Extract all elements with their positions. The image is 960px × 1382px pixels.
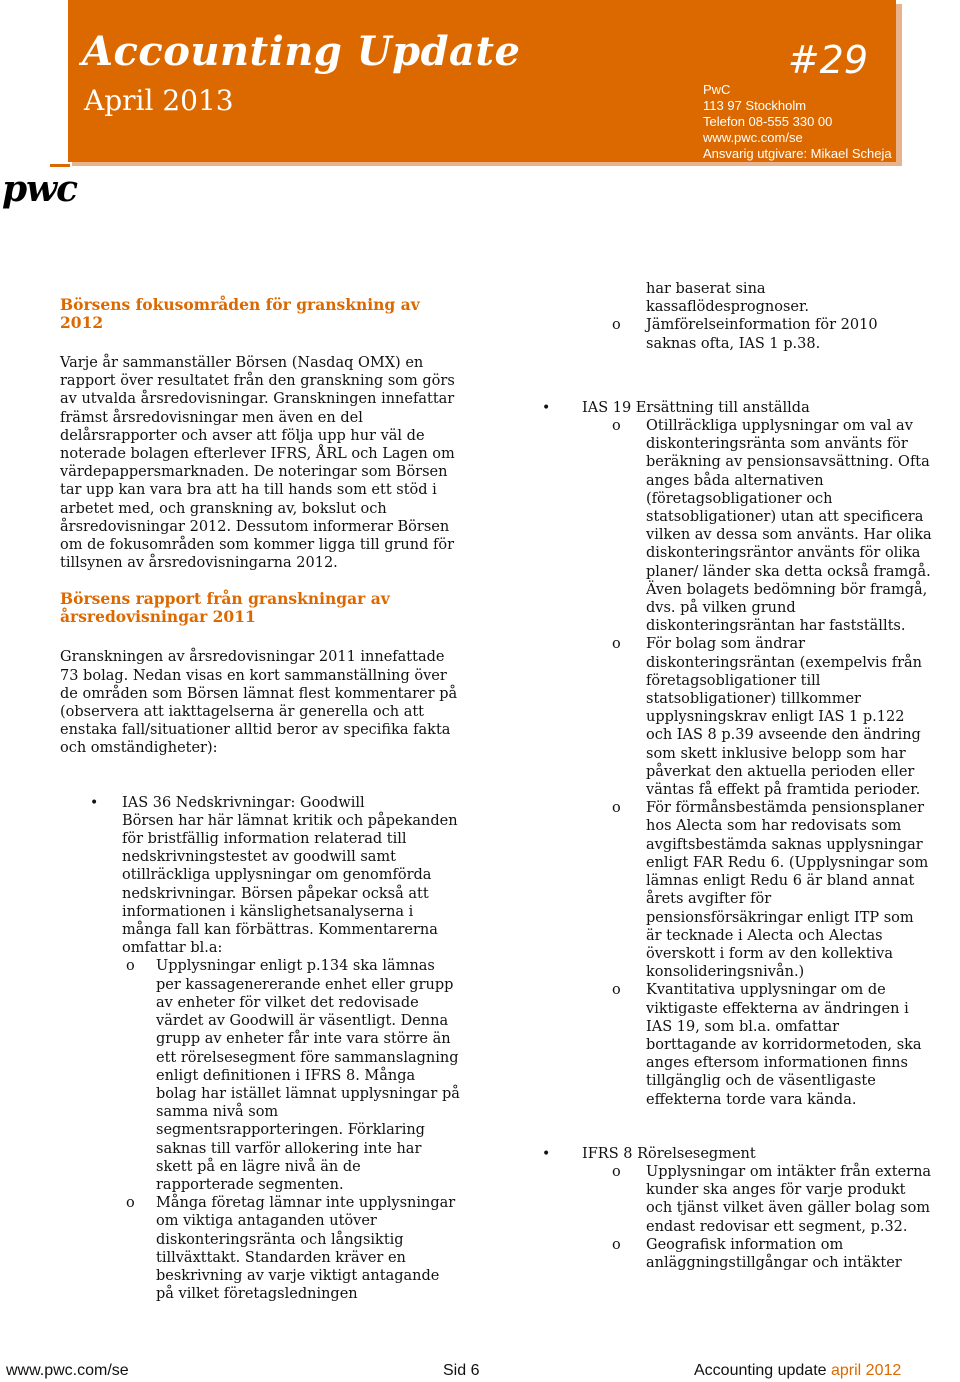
sub-item (542, 1163, 932, 1236)
newsletter-title: Accounting Update (82, 28, 521, 75)
bullet-title: IFRS 8 Rörelsesegment (582, 1145, 756, 1162)
footer-page-number: Sid 6 (443, 1362, 480, 1379)
sub-item (542, 417, 932, 635)
sub-item-text: För förmånsbestämda pensionsplaner hos Alecta som har redovisats som avgiftsbestämda saknas upplysningar enligt FAR Redu 6. (Upplysningar som lämnas enligt Redu 6 är bland annat årets avgifter för pensionsförsäkringar enligt ITP som är tecknade i Alecta och Alectas överskott i form av den kollektiva konsolideringsnivån.) (646, 800, 929, 981)
sub-item (542, 635, 932, 799)
logo-wordmark: pwc (2, 168, 78, 210)
bullet-ifrs8 (542, 1145, 932, 1163)
sub-marker: o (126, 958, 135, 975)
intro-paragraph: Varje år sammanställer Börsen (Nasdaq OMX) en rapport över resultatet från den granskning som görs av utvalda årsredovisningar. Granskningen innefattar främst årsredovisningar men även en del delårsrapporter och avser att följa upp hur väl de noterade bolagen efterlever IFRS, ÅRL och Lagen om värdepappersmarknaden. De noteringar som Börsen tar upp kan vara bra att ha till hands som ett stöd i arbetet med, och granskning av, bokslut och årsredovisningar 2012. Dessutom informerar Börsen om de fokusområden som kommer ligga till grund för tillsynen av årsredovisningarna 2012. (60, 355, 455, 572)
sub-item-text: Upplysningar enligt p.134 ska lämnas per kassagenererande enhet eller grupp av enheter för vilket det redovisade värdet av Goodwill är väsentligt. Denna grupp av enheter får inte vara större än ett rörelsesegment före sammanslagning enligt definitionen i IFRS 8. Många bolag har istället lämnat upplysningar på samma nivå som segmentsrapporteringen. Förklaring saknas till varför allokering inte har skett på en lägre nivå än de rapporterade segmenten. (156, 958, 460, 1193)
sub-marker: o (612, 636, 621, 653)
sub-item-text: För bolag som ändrar diskonteringsräntan (exempelvis från företagsobligationer till statsobligationer) tillkommer upplysningskrav enligt IAS 1 p.122 och IAS 8 p.39 avseende den ändring som skett inklusive belopp som har påverkat den aktuella perioden eller väntas få effekt på framtida perioder. (646, 636, 922, 799)
sub-item (542, 981, 932, 1108)
pwc-logo (0, 160, 100, 210)
footer-url[interactable]: www.pwc.com/se (6, 1362, 129, 1379)
bullet-dot: • (542, 1145, 551, 1162)
sub-item-text: Geografisk information om anläggningstillgångar och intäkter (646, 1236, 902, 1271)
bullet-dot: • (542, 399, 551, 416)
sub-item (60, 957, 460, 1194)
bullet-title: IAS 36 Nedskrivningar: Goodwill (122, 794, 365, 811)
sub-item (542, 316, 932, 352)
contact-website: www.pwc.com/se (703, 130, 803, 145)
right-column (542, 280, 932, 1272)
contact-block (703, 82, 892, 162)
logo-accent-dash (50, 164, 70, 167)
contact-phone: Telefon 08-555 330 00 (703, 114, 833, 129)
section-heading-focus-areas: Börsens fokusområden för granskning av 2012 (60, 295, 420, 332)
contact-company: PwC (703, 82, 731, 97)
issue-number: #29 (787, 38, 868, 82)
sub-item-text: Otillräckliga upplysningar om val av diskonteringsränta som använts för beräkning av pensionsavsättning. Ofta anges båda alternativen (företagsobligationer och statsobligationer) utan att specificera vilken av dessa som använts. Har olika diskonteringsräntor använts för olika planer/ länder ska detta också framgå. Även bolagets bedömning bör framgå, dvs. på vilken grund diskonteringsräntan har fastställts. (646, 418, 932, 635)
bullet-dot: • (90, 794, 99, 811)
sub-marker: o (612, 1236, 621, 1253)
sub-marker: o (612, 317, 621, 334)
footer-publication (694, 1362, 901, 1380)
sub-item-text: Många företag lämnar inte upplysningar om viktiga antaganden utöver diskonteringsränta och långsiktig tillväxttakt. Standarden kräver en beskrivning av varje viktigt antagande på vilket företagsledningen (156, 1195, 456, 1303)
section-heading-report: Börsens rapport från granskningar av årsredovisningar 2011 (60, 589, 390, 627)
footer-publication-name: Accounting update (694, 1362, 827, 1379)
sub-item (542, 1236, 932, 1272)
sub-item (60, 1194, 460, 1303)
bullet-text: Börsen har här lämnat kritik och påpekanden för bristfällig information relaterad till nedskrivningstestet av goodwill samt otillräckliga upplysningar om genomförda nedskrivningar. Börsen påpekar också att informationen i känslighetsanalyserna i många fall kan förbättras. Kommentarerna omfattar bl.a: (122, 812, 458, 957)
report-paragraph: Granskningen av årsredovisningar 2011 innefattade 73 bolag. Nedan visas en kort sammanställning över de områden som Börsen lämnat flest kommentarer på (observera att iakttagelserna är generella och att enstaka fall/situationer alltid beror av specifika fakta och omständigheter): (60, 649, 458, 757)
bullet-ias36 (90, 794, 460, 958)
sub-marker: o (612, 418, 621, 435)
sub-marker: o (612, 800, 621, 817)
sub-item-text: Upplysningar om intäkter från externa kunder ska anges för varje produkt och tjänst vilket även gäller bolag som endast redovisar ett segment, p.32. (646, 1163, 932, 1235)
left-column (60, 296, 460, 1303)
sub-marker: o (612, 982, 621, 999)
bullet-title: IAS 19 Ersättning till anställda (582, 399, 810, 416)
sub-marker: o (126, 1195, 135, 1212)
bullet-ias19 (542, 399, 932, 417)
issue-date: April 2013 (84, 84, 234, 117)
continued-text: har baserat sina kassaflödesprognoser. (646, 281, 809, 316)
sub-item (542, 799, 932, 981)
contact-address: 113 97 Stockholm (703, 98, 807, 113)
sub-marker: o (612, 1163, 621, 1180)
sub-item-text: Kvantitativa upplysningar om de viktigaste effekterna av ändringen i IAS 19, som bl.a. omfattar borttagande av korridormetoden, ska anges eftersom informationen finns tillgänglig och de väsentligaste effekterna torde vara kända. (646, 982, 922, 1108)
footer-publication-date: april 2012 (831, 1362, 902, 1379)
sub-item-text: Jämförelseinformation för 2010 saknas ofta, IAS 1 p.38. (646, 317, 878, 352)
contact-publisher: Ansvarig utgivare: Mikael Scheja (703, 146, 892, 161)
